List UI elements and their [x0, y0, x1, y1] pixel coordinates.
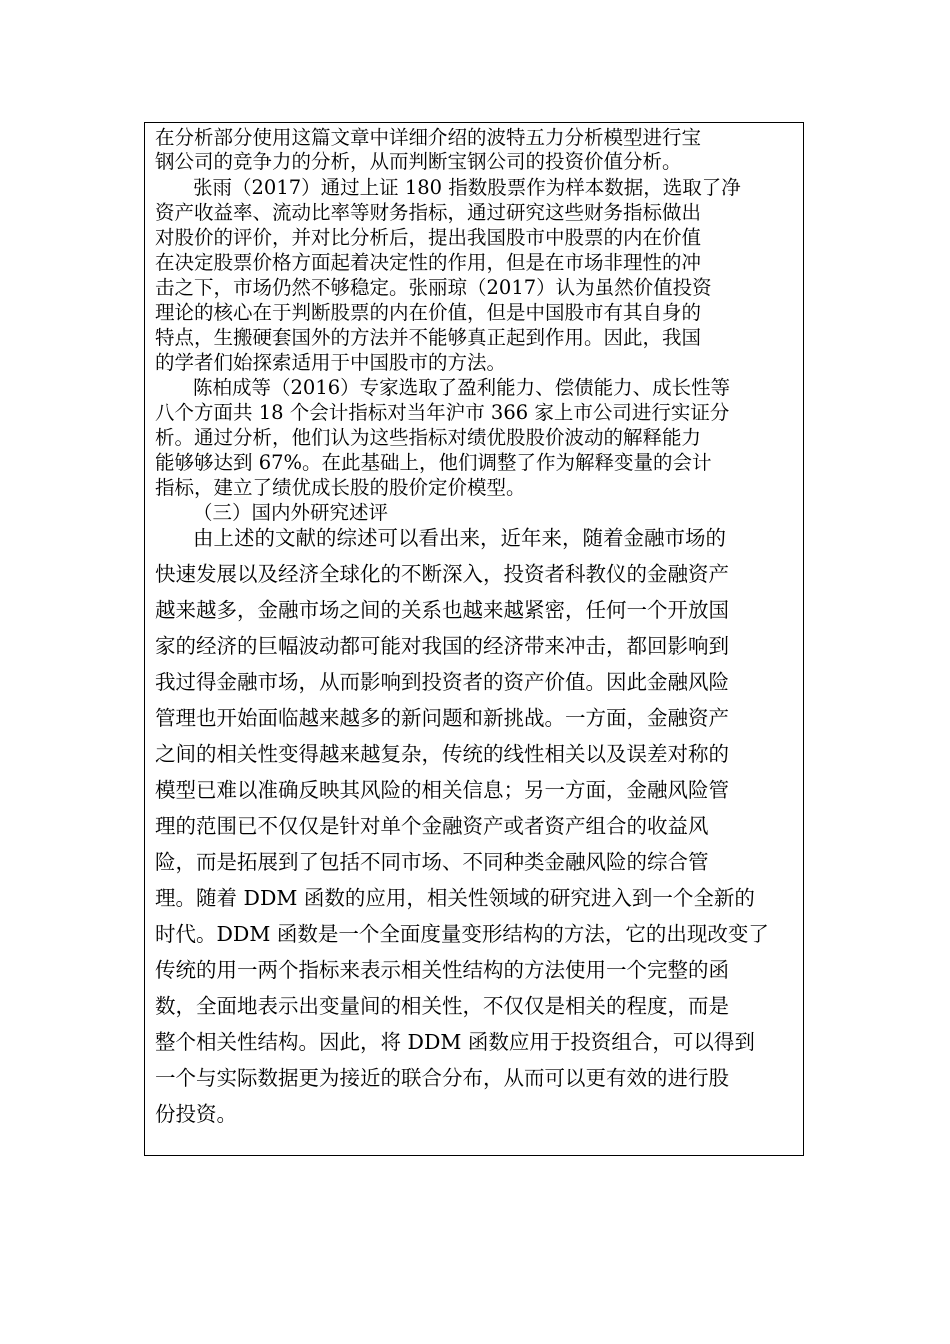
- paragraph-4-line-6: 管理也开始面临越来越多的新问题和新挑战。一方面，金融资产: [155, 706, 729, 730]
- paragraph-4-line-8: 模型已难以准确反映其风险的相关信息；另一方面，金融风险管: [155, 778, 729, 802]
- paragraph-4-line-5: 我过得金融市场，从而影响到投资者的资产价值。因此金融风险: [155, 670, 729, 694]
- paragraph-3-line-5: 指标，建立了绩优成长股的股价定价模型。: [155, 476, 526, 499]
- paragraph-2-line-7: 特点，生搬硬套国外的方法并不能够真正起到作用。因此，我国: [155, 326, 702, 349]
- paragraph-4-line-2: 快速发展以及经济全球化的不断深入，投资者科教仪的金融资产: [155, 562, 729, 586]
- text-frame: [144, 122, 804, 1156]
- paragraph-4-line-12: 时代。DDM 函数是一个全面度量变形结构的方法，它的出现改变了: [155, 922, 769, 946]
- paragraph-3-line-1: 陈柏成等（2016）专家选取了盈利能力、偿债能力、成长性等: [193, 376, 731, 399]
- paragraph-2-line-2: 资产收益率、流动比率等财务指标，通过研究这些财务指标做出: [155, 201, 702, 224]
- paragraph-4-line-17: 份投资。: [155, 1102, 237, 1126]
- paragraph-4-line-11: 理。随着 DDM 函数的应用，相关性领域的研究进入到一个全新的: [155, 886, 755, 910]
- paragraph-1-line-1: 在分析部分使用这篇文章中详细介绍的波特五力分析模型进行宝: [155, 126, 702, 149]
- paragraph-4-line-9: 理的范围已不仅仅是针对单个金融资产或者资产组合的收益风: [155, 814, 709, 838]
- paragraph-2-line-4: 在决定股票价格方面起着决定性的作用，但是在市场非理性的冲: [155, 251, 702, 274]
- paragraph-2-line-8: 的学者们始探索适用于中国股市的方法。: [155, 351, 507, 374]
- paragraph-1-line-2: 钢公司的竞争力的分析，从而判断宝钢公司的投资价值分析。: [155, 150, 682, 173]
- paragraph-2-line-6: 理论的核心在于判断股票的内在价值，但是中国股市有其自身的: [155, 301, 702, 324]
- paragraph-4-line-3: 越来越多，金融市场之间的关系也越来越紧密，任何一个开放国: [155, 598, 729, 622]
- section-heading: （三）国内外研究述评: [193, 501, 389, 524]
- paragraph-2-line-3: 对股价的评价，并对比分析后，提出我国股市中股票的内在价值: [155, 226, 702, 249]
- paragraph-4-line-15: 整个相关性结构。因此，将 DDM 函数应用于投资组合，可以得到: [155, 1030, 755, 1054]
- paragraph-2-line-5: 击之下，市场仍然不够稳定。张丽琼（2017）认为虽然价值投资: [155, 276, 712, 299]
- paragraph-3-line-2: 八个方面共 18 个会计指标对当年沪市 366 家上市公司进行实证分: [155, 401, 730, 424]
- paragraph-4-line-10: 险，而是拓展到了包括不同市场、不同种类金融风险的综合管: [155, 850, 709, 874]
- paragraph-4-line-4: 家的经济的巨幅波动都可能对我国的经济带来冲击，都回影响到: [155, 634, 729, 658]
- paragraph-2-line-1: 张雨（2017）通过上证 180 指数股票作为样本数据，选取了净: [193, 176, 741, 199]
- paragraph-4-line-7: 之间的相关性变得越来越复杂，传统的线性相关以及误差对称的: [155, 742, 729, 766]
- paragraph-4-line-16: 一个与实际数据更为接近的联合分布，从而可以更有效的进行股: [155, 1066, 729, 1090]
- paragraph-3-line-3: 析。通过分析，他们认为这些指标对绩优股股价波动的解释能力: [155, 426, 702, 449]
- paragraph-3-line-4: 能够够达到 67%。在此基础上，他们调整了作为解释变量的会计: [155, 451, 712, 474]
- paragraph-4-line-13: 传统的用一两个指标来表示相关性结构的方法使用一个完整的函: [155, 958, 729, 982]
- paragraph-4-line-1: 由上述的文献的综述可以看出来，近年来，随着金融市场的: [193, 526, 726, 550]
- paragraph-4-line-14: 数，全面地表示出变量间的相关性，不仅仅是相关的程度，而是: [155, 994, 729, 1018]
